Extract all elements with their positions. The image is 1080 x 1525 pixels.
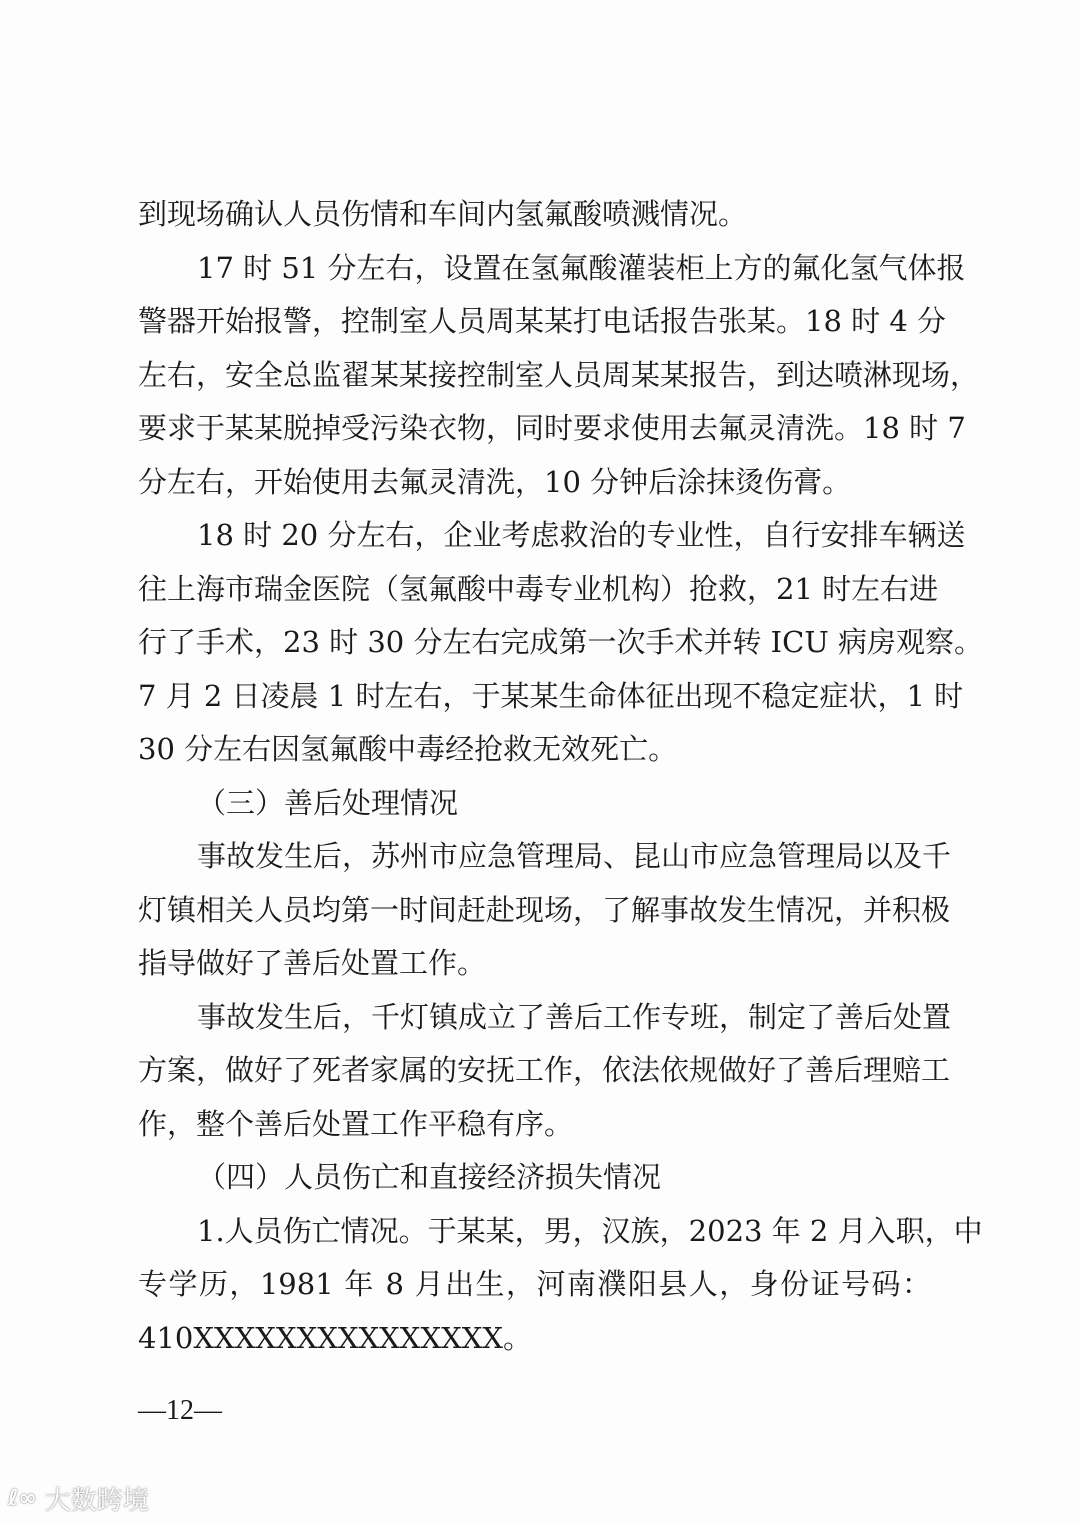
text-line: 30 分左右因氢氟酸中毒经抢救无效死亡。 <box>138 732 678 766</box>
text-line: 警器开始报警，控制室人员周某某打电话报告张某。18 时 4 分 <box>138 304 947 338</box>
text-line: （四）人员伤亡和直接经济损失情况 <box>197 1160 662 1194</box>
text-line: 到现场确认人员伤情和车间内氢氟酸喷溅情况。 <box>138 197 748 231</box>
text-line: 指导做好了善后处置工作。 <box>138 946 487 980</box>
text-line: 灯镇相关人员均第一时间赶赴现场，了解事故发生情况，并积极 <box>138 892 951 927</box>
watermark <box>8 1480 149 1517</box>
text-line: 1.人员伤亡情况。于某某，男，汉族，2023 年 2 月入职，中 <box>197 1213 983 1248</box>
text-line: 17 时 51 分左右，设置在氢氟酸灌装柜上方的氟化氢气体报 <box>197 250 966 285</box>
text-line: 方案，做好了死者家属的安抚工作，依法依规做好了善后理赔工 <box>138 1053 951 1087</box>
page-number: —12— <box>138 1395 222 1426</box>
text-line: 分左右，开始使用去氟灵清洗，10 分钟后涂抹烫伤膏。 <box>138 464 852 499</box>
text-line: 要求于某某脱掉受污染衣物，同时要求使用去氟灵清洗。18 时 7 <box>138 411 966 445</box>
body-text <box>138 188 983 1365</box>
text-line: 410XXXXXXXXXXXXXXX。 <box>138 1320 533 1355</box>
text-line: 专学历，1981 年 8 月出生，河南濮阳县人，身份证号码： <box>138 1267 931 1301</box>
text-line: 事故发生后，千灯镇成立了善后工作专班，制定了善后处置 <box>197 999 952 1034</box>
text-line: 18 时 20 分左右，企业考虑救治的专业性，自行安排车辆送 <box>197 518 966 552</box>
watermark-logo-icon: ℓ∞ <box>8 1486 37 1511</box>
text-line: 行了手术，23 时 30 分左右完成第一次手术并转 ICU 病房观察。 <box>138 625 983 659</box>
text-line: 事故发生后，苏州市应急管理局、昆山市应急管理局以及千 <box>197 839 952 873</box>
watermark-text: 大数跨境 <box>44 1486 149 1516</box>
text-line: （三）善后处理情况 <box>197 785 459 820</box>
text-line: 作，整个善后处置工作平稳有序。 <box>138 1106 574 1141</box>
text-line: 左右，安全总监翟某某接控制室人员周某某报告，到达喷淋现场， <box>138 357 980 392</box>
text-line: 往上海市瑞金医院（氢氟酸中毒专业机构）抢救，21 时左右进 <box>138 571 939 606</box>
text-line: 7 月 2 日凌晨 1 时左右，于某某生命体征出现不稳定症状，1 时 <box>138 678 964 713</box>
